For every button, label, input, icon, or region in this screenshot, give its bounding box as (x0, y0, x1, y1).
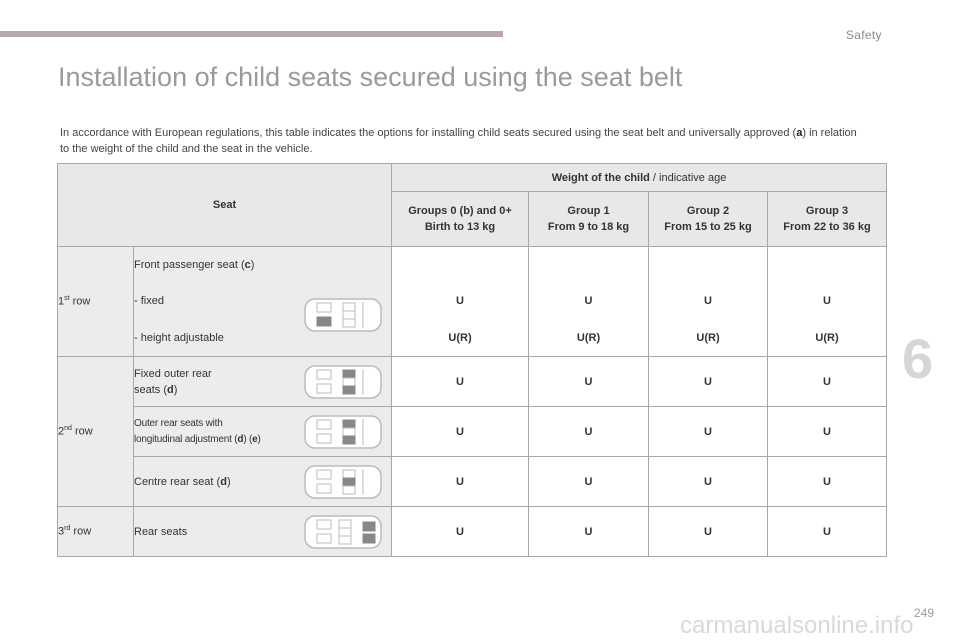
value-cell: U (529, 357, 649, 407)
value-cell: U (768, 407, 887, 457)
value-cell: U (392, 457, 529, 507)
car-front-seat-icon (303, 297, 383, 333)
group-1-weight: From 9 to 18 kg (547, 221, 630, 233)
intro-bold: a (796, 127, 803, 139)
table-row (58, 507, 887, 557)
group-2-name: Group 2 (686, 205, 730, 217)
value-cell: U (529, 407, 649, 457)
row-rest: row (69, 295, 91, 308)
seat-fixed-label: - fixed (134, 295, 164, 307)
row-num: 2 (58, 425, 65, 438)
row-rest: row (71, 425, 93, 438)
seat-outer-rear-longitudinal (134, 407, 392, 457)
section-label: Safety (846, 28, 882, 42)
page-number: 249 (914, 606, 935, 620)
weight-header-light: / indicative age (649, 171, 727, 184)
group-header-0 (392, 192, 529, 247)
intro-after: ) in relation to the weight of the child and the seat in the vehicle. (60, 127, 857, 155)
group-header-2 (649, 192, 768, 247)
value-cell: U (649, 507, 768, 557)
seat-text: Centre rear seat ( (134, 475, 221, 488)
value-cell: U (529, 507, 649, 557)
height-value: U(R) (576, 332, 601, 344)
value-cell: U (768, 507, 887, 557)
row-rest: row (70, 525, 92, 538)
value-cell: U (649, 407, 768, 457)
chapter-number: 6 (902, 327, 934, 390)
value-cell: U (529, 457, 649, 507)
fixed-value: U (823, 295, 831, 307)
value-cell: U (649, 457, 768, 507)
row-label-1st (58, 247, 134, 357)
table-row (58, 357, 887, 407)
seat-front-passenger (134, 247, 392, 357)
seat-header: Seat (58, 164, 392, 247)
car-third-row-icon (303, 514, 383, 550)
car-outer-rear-icon (303, 364, 383, 400)
group-header-3 (768, 192, 887, 247)
value-cell: U (392, 357, 529, 407)
group-0-weight: Birth to 13 kg (424, 221, 496, 233)
weight-header (392, 164, 887, 192)
fixed-value: U (584, 295, 593, 307)
seat-end: ) (226, 475, 231, 488)
seat-ref: d (167, 383, 174, 396)
seat-text-line2: seats ( (134, 383, 168, 396)
table-row (58, 457, 887, 507)
value-cell (392, 247, 529, 357)
value-cell (649, 247, 768, 357)
group-header-1 (529, 192, 649, 247)
seat-ref-e: e (252, 433, 258, 445)
seat-front-title (134, 257, 254, 273)
value-cell: U (768, 357, 887, 407)
group-3-name: Group 3 (805, 205, 849, 217)
seat-ref-d: d (237, 433, 244, 445)
table-row (58, 407, 887, 457)
intro-paragraph (60, 125, 860, 157)
car-outer-rear-long-icon (303, 414, 383, 450)
intro-before: In accordance with European regulations, this table indicates the options for installing child seats secured using the seat belt and universally approved ( (60, 127, 797, 139)
seat-text-line2: longitudinal adjustment ( (134, 433, 238, 445)
seat-height-label: - height adjustable (134, 332, 224, 344)
group-1-name: Group 1 (567, 205, 610, 217)
value-cell: U (392, 407, 529, 457)
seat-ref: c (244, 259, 251, 271)
seat-text: Front passenger seat ( (134, 259, 245, 271)
seat-rear-3rd (134, 507, 392, 557)
seat-fixed-outer-rear (134, 357, 392, 407)
child-seat-table (57, 163, 887, 557)
height-value: U(R) (815, 332, 839, 344)
group-2-weight: From 15 to 25 kg (664, 221, 752, 233)
seat-centre-rear (134, 457, 392, 507)
group-0-name: Groups 0 (b) and 0+ (408, 205, 512, 217)
value-cell: U (392, 507, 529, 557)
value-cell (529, 247, 649, 357)
value-cell: U (768, 457, 887, 507)
fixed-value: U (456, 295, 464, 307)
fixed-value: U (704, 295, 712, 307)
row-label-3rd (58, 507, 134, 557)
row-sup: st (64, 295, 70, 303)
top-bar (0, 31, 503, 37)
seat-text-line1: Outer rear seats with (134, 417, 223, 429)
seat-ref: d (220, 475, 227, 488)
row-label-2nd (58, 357, 134, 507)
row-sup: rd (64, 525, 71, 533)
seat-mid: ) ( (243, 433, 253, 445)
page-title: Installation of child seats secured using the seat belt (58, 62, 683, 92)
watermark: carmanualsonline.info (680, 612, 914, 639)
seat-rear-text: Rear seats (134, 525, 188, 538)
seat-end: ) (250, 259, 255, 271)
car-centre-rear-icon (303, 464, 383, 500)
table-row (58, 247, 887, 357)
height-value: U(R) (448, 332, 472, 344)
row-num: 3 (58, 525, 65, 538)
seat-text-line1: Fixed outer rear (134, 367, 212, 380)
row-sup: nd (64, 425, 72, 433)
seat-end: ) (257, 433, 261, 445)
height-value: U(R) (696, 332, 720, 344)
value-cell: U (649, 357, 768, 407)
value-cell (768, 247, 887, 357)
row-num: 1 (58, 295, 65, 308)
seat-end: ) (173, 383, 178, 396)
weight-header-bold: Weight of the child (551, 171, 650, 184)
group-3-weight: From 22 to 36 kg (783, 221, 871, 233)
